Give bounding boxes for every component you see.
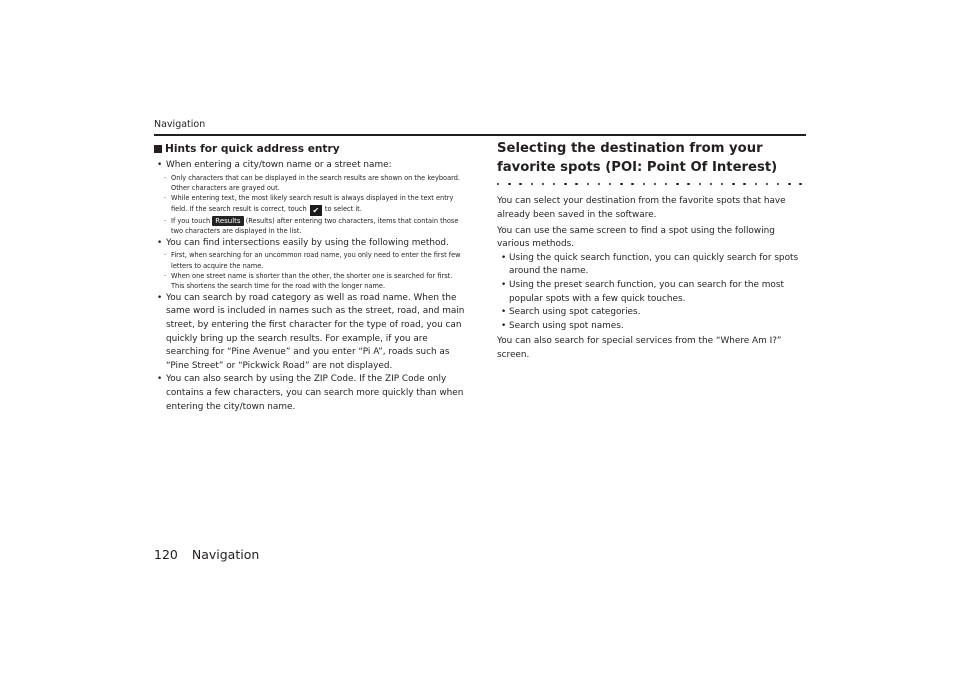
list-item-text: Using the preset search function, you can search for the most popular spots with a few quick touches. <box>509 279 784 304</box>
sub-bullet-icon: · <box>164 272 167 281</box>
bullet-icon: • <box>157 160 163 170</box>
bullet-icon: • <box>157 237 163 248</box>
sub-bullet-icon: · <box>164 194 167 203</box>
sub-bullet-results <box>154 216 466 237</box>
left-column <box>154 142 466 414</box>
right-column <box>497 139 809 363</box>
footer-section: Navigation <box>191 547 260 562</box>
sub-bullet-icon: · <box>164 173 167 182</box>
dotted-divider <box>497 183 802 185</box>
sub-bullet-text: First, when searching for an uncommon road name, you only need to enter the first few letters to acquire the name. <box>171 251 461 270</box>
sub-bullet-text: While entering text, the most likely search result is always displayed in the text entry field. If the search result is correct, touch <box>171 194 454 213</box>
list-item-text: Using the quick search function, you can quickly search for spots around the name. <box>509 252 799 277</box>
special-services-paragraph: You can also search for special services from the “Where Am I?” screen. <box>497 336 782 360</box>
header-rule <box>154 134 806 136</box>
sub-bullet-likely-result <box>154 193 466 215</box>
methods-paragraph: You can use the same screen to find a spot using the following various methods. <box>497 225 775 250</box>
page-number: 120 <box>154 547 178 562</box>
bullet-icon: • <box>157 374 163 385</box>
sub-bullet-text: If you touch <box>171 216 211 225</box>
hints-heading <box>154 142 466 156</box>
bullet-text: When entering a city/town name or a street name: <box>166 160 392 170</box>
sub-bullet-text: Only characters that can be displayed in the search results are shown on the keyboard. Other characters are grayed out. <box>171 173 461 192</box>
bullet-text: You can also search by using the ZIP Code. If the ZIP Code only contains a few characters, you can search more quickly than when entering the city/town name. <box>166 374 464 412</box>
sub-bullet-icon: · <box>164 216 167 225</box>
sub-bullet-icon: · <box>164 251 167 260</box>
bullet-text: You can search by road category as well as road name. When the same word is included in names such as the street, road, and main street, by entering the first character for the type of road, you can quickly bring up the search results. For example, if you are searching for “Pine Avenue” and you enter “Pi A”, roads such as “Pine Street” or “Pickwick Road” are not displayed. <box>166 292 465 371</box>
bullet-road-category <box>154 292 466 374</box>
intro-paragraph: You can select your destination from the favorite spots that have already been saved in the software. <box>497 196 786 220</box>
list-item <box>497 279 809 306</box>
list-item <box>497 306 809 320</box>
hints-heading-text: Hints for quick address entry <box>165 143 340 155</box>
section-title: Selecting the destination from your favorite spots (POI: Point Of Interest) <box>497 141 778 175</box>
list-item-text: Search using spot categories. <box>509 307 641 318</box>
list-item-text: Search using spot names. <box>509 320 624 331</box>
bullet-intersections <box>154 237 466 251</box>
running-head: Navigation <box>154 119 206 130</box>
bullet-icon: • <box>157 292 163 303</box>
bullet-icon: • <box>501 320 507 331</box>
page-footer <box>154 547 259 562</box>
bullet-icon: • <box>501 252 507 263</box>
bullet-entering-name <box>154 159 466 173</box>
checkmark-button-icon: ✔ <box>310 205 322 216</box>
sub-bullet-shorter-name <box>154 271 466 292</box>
list-item <box>497 252 809 279</box>
bullet-zip-code <box>154 373 466 414</box>
bullet-icon: • <box>501 279 507 290</box>
bullet-text: You can find intersections easily by using the following method. <box>166 237 449 248</box>
sub-bullet-grayed-out <box>154 173 466 194</box>
sub-bullet-text: (Results) after entering two characters, items that contain those two characters are displayed in the list. <box>171 216 459 236</box>
sub-bullet-text: When one street name is shorter than the other, the shorter one is searched for first. This shortens the search time for the road with the longer name. <box>171 272 453 291</box>
sub-bullet-uncommon-road <box>154 250 466 271</box>
bullet-icon: • <box>501 307 507 318</box>
sub-bullet-text: to select it. <box>324 204 362 213</box>
square-bullet-icon <box>154 145 162 153</box>
list-item <box>497 320 809 334</box>
results-button-graphic: Results <box>212 216 243 226</box>
